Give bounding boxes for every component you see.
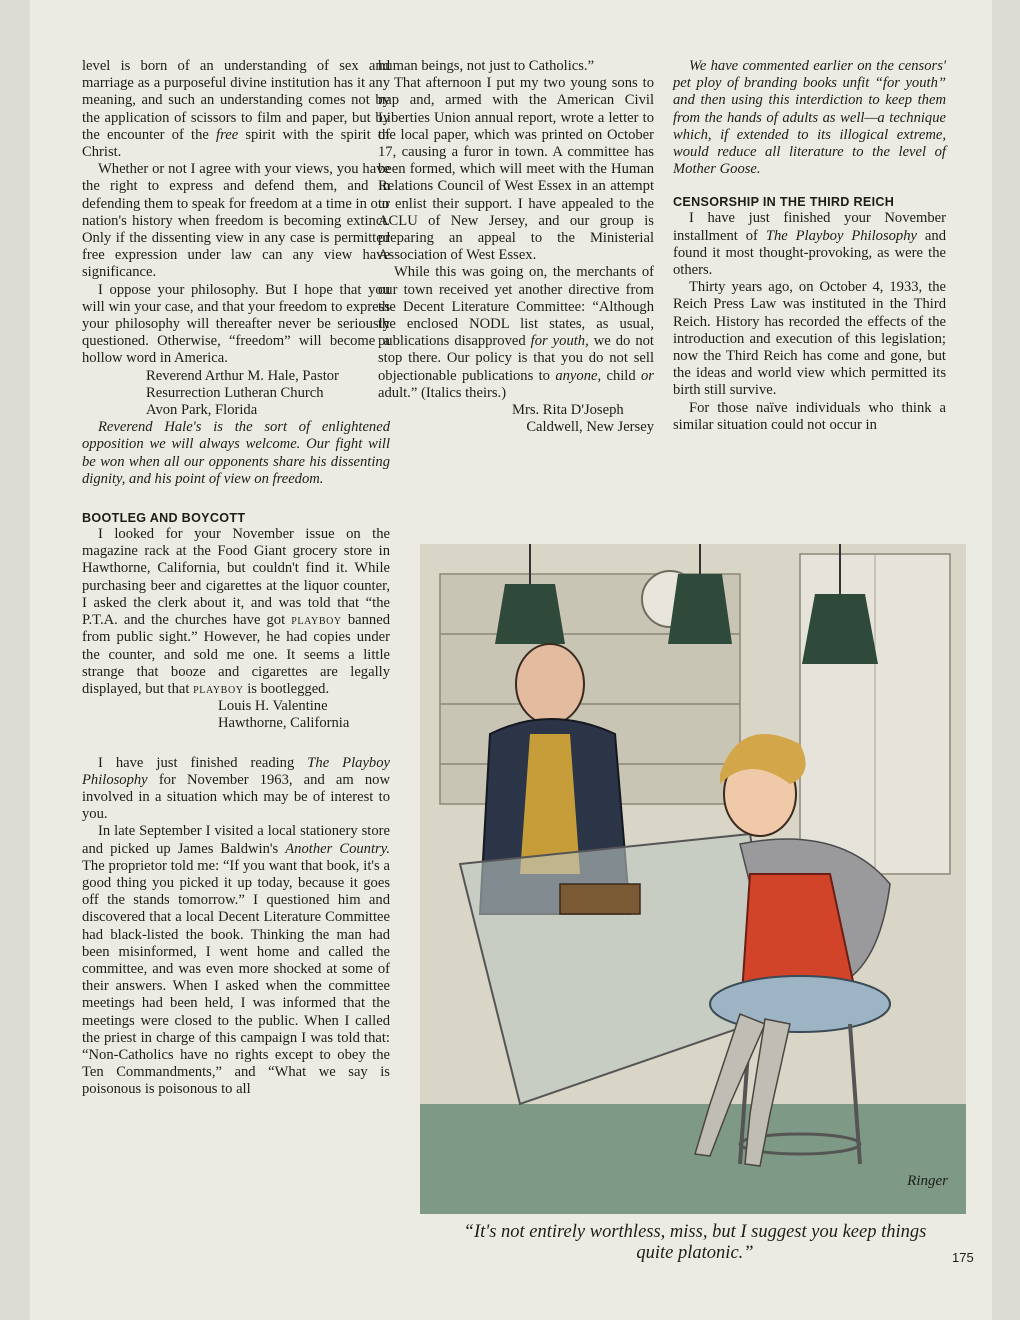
paragraph: In late September I visited a local stationery store and picked up James Baldwin's Another Country. The proprietor told me: “If you want that book, it's a good thing you picked it up today, because it goes off the stands tomorrow.” I questioned him and discovered that a local Decent Literature Committee had black-listed the book. Thinking the man had been misinformed, I went home and called the committee, and was even more shocked at some of their answers. When I asked when the committee meetings had been held, I was informed that the meetings were closed to the public. When I called the priest in charge of this campaign I was told that: “Non-Catholics have no rights except to obey the Ten Commandments,” and “What we say is poisonous is poisonous to all: [82, 823, 391, 1098]
editor-reply: Reverend Hale's is the sort of enlightened opposition we will always welcome. Our fight will be won when all our opponents share his dissenting dignity, and his point of view on freedom.: [82, 419, 390, 487]
section-heading: BOOTLEG AND BOYCOTT: [82, 511, 246, 526]
artist-signature: Ringer: [907, 1173, 948, 1189]
magazine-page: [30, 0, 992, 1320]
paragraph: For those naïve individuals who think a similar situation could not occur in: [673, 399, 946, 433]
paragraph: level is born of an understanding of sex and marriage as a purposeful divine institution has it any meaning, and such an understanding comes not by the application of scissors to film and paper, but by the encounter of the free spirit with the spirit of Christ.: [82, 58, 390, 161]
section-heading: CENSORSHIP IN THE THIRD REICH: [673, 195, 895, 210]
paragraph: I oppose your philosophy. But I hope that you will win your case, and that your freedom to express your philosophy will thereafter never be seriously questioned. Otherwise, “freedom” will become a hollow word in America.: [82, 281, 390, 367]
signature-org: Resurrection Lutheran Church: [146, 384, 324, 401]
paragraph: While this was going on, the merchants of our town received yet another directive from the Decent Literature Committee: “Although the enclosed NODL list states, as usual, publications disapproved for youth, we do not stop there. Our policy is that you do not sell objectionable publications to anyone, child or adult.” (Italics theirs.): [378, 264, 654, 401]
column-left: [82, 58, 390, 1099]
signature-name: Mrs. Rita D'Joseph: [512, 402, 624, 419]
signature-place: Hawthorne, California: [218, 715, 350, 732]
signature-name: Reverend Arthur M. Hale, Pastor: [146, 367, 339, 384]
signature-place: Caldwell, New Jersey: [526, 419, 654, 436]
cartoon-caption: “It's not entirely worthless, miss, but I suggest you keep things quite platonic.”: [463, 1222, 927, 1263]
signature-name: Louis H. Valentine: [218, 698, 328, 715]
editor-reply: We have commented earlier on the censors' pet ploy of branding books unfit “for youth” and then using this interdiction to keep them from the hands of adults as well—a technique which, if extended to its illogical extreme, would reduce all literature to the level of Mother Goose.: [673, 58, 946, 178]
page-number: 175: [952, 1250, 974, 1265]
paragraph: Whether or not I agree with your views, you have the right to express and defend them, and in defending them to speak for freedom at a time in our nation's history when freedom is becoming extinct. Only if the dissenting view in any case is permitted free expression under law can any view have significance.: [82, 161, 390, 281]
paragraph: I looked for your November issue on the magazine rack at the Food Giant grocery store in Hawthorne, California, but couldn't find it. While purchasing beer and cigarettes at the liquor counter, I asked the clerk about it, and was told that “the P.T.A. and the churches have got playboy banned from public sight.” However, he had copies under the counter, and sold me one. It seems a little strange that booze and cigarettes are legally displayed, but that playboy is bootlegged.: [82, 526, 390, 697]
column-middle: [378, 58, 654, 436]
paragraph: Thirty years ago, on October 4, 1933, the Reich Press Law was instituted in the Third Reich. History has recorded the effects of the introduction and execution of this legislation; now the Third Reich has come and gone, but the ideas and world view which permitted its birth still survive.: [673, 279, 946, 399]
paragraph: That afternoon I put my two young sons to nap and, armed with the American Civil Liberties Union annual report, wrote a letter to the local paper, which was printed on October 17, causing a furor in town. A committee has been formed, which will meet with the Human Relations Council of West Essex in an attempt to enlist their support. I have appealed to the ACLU of New Jersey, and our group is preparing an appeal to the Ministerial Association of West Essex.: [378, 75, 654, 264]
signature-place: Avon Park, Florida: [146, 402, 258, 419]
paragraph: I have just finished reading The Playboy Philosophy for November 1963, and am now involved in a situation which may be of interest to you.: [82, 754, 390, 823]
cartoon-illustration: [420, 544, 966, 1214]
paragraph: I have just finished your November installment of The Playboy Philosophy and found it most thought-provoking, as were the others.: [673, 210, 946, 279]
column-right: [673, 58, 946, 434]
paragraph: human beings, not just to Catholics.”: [378, 58, 595, 74]
